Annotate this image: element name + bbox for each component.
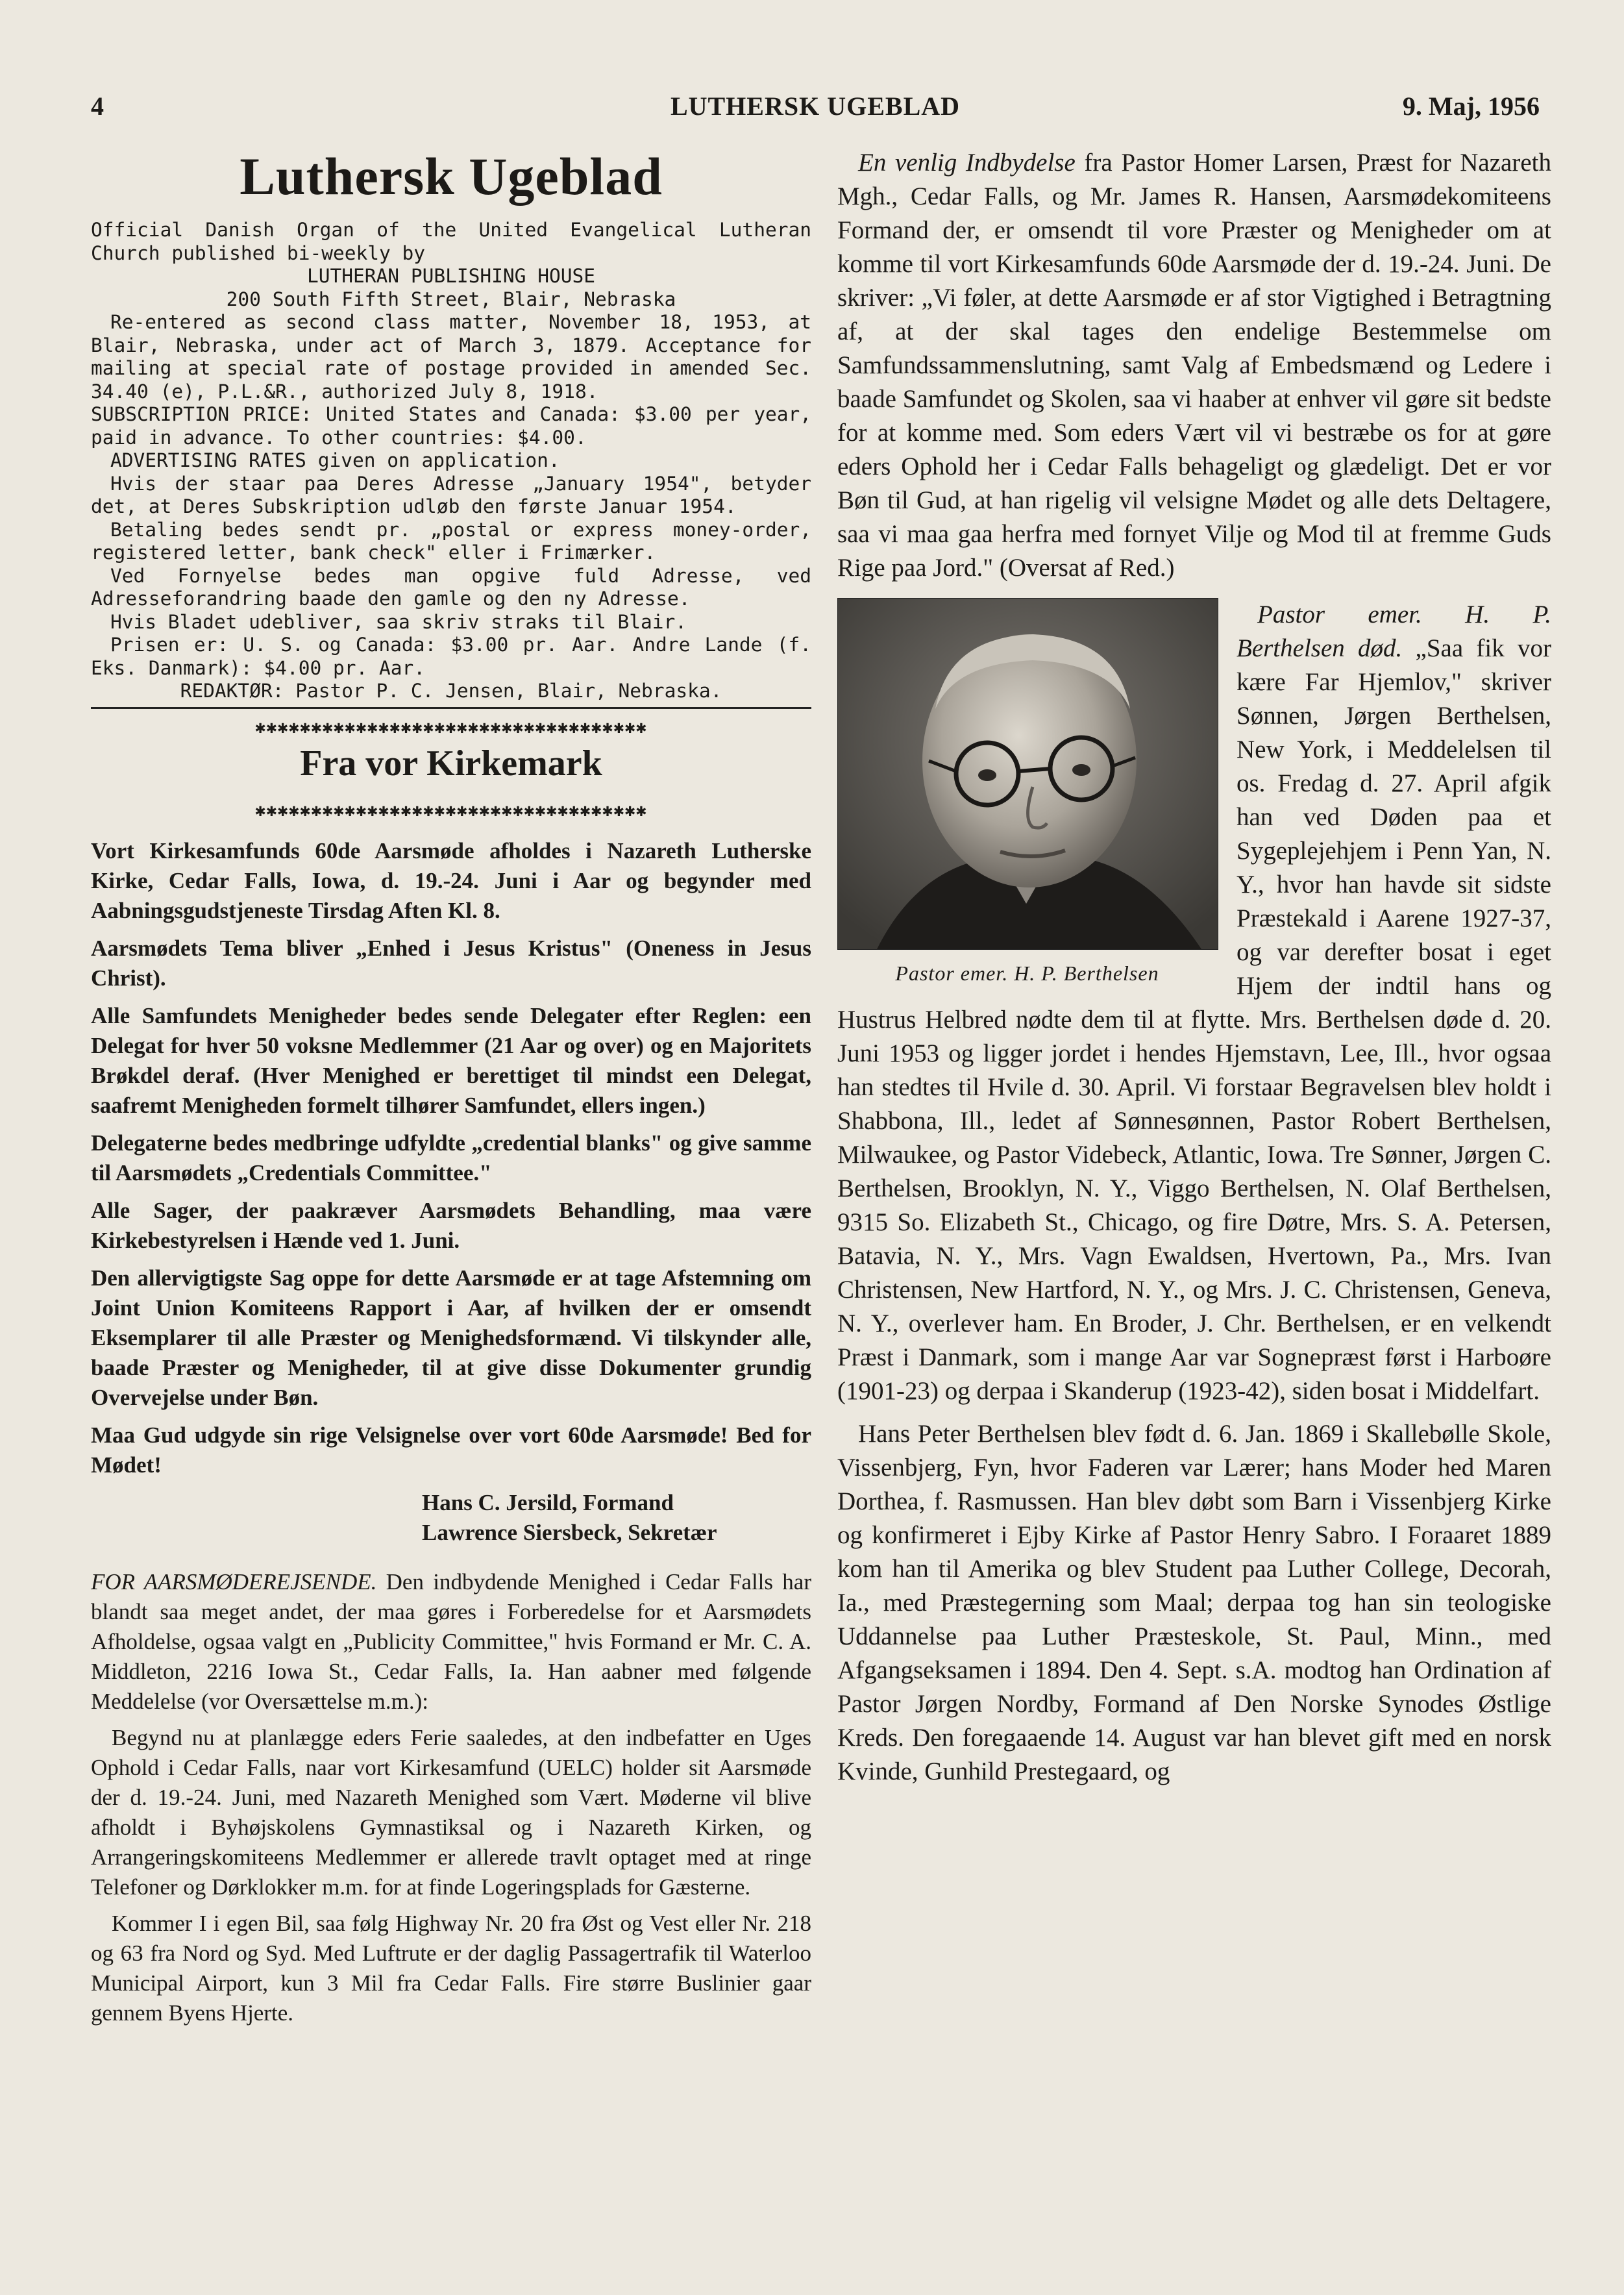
portrait-caption: Pastor emer. H. P. Berthelsen — [895, 961, 1159, 985]
running-header — [91, 91, 1540, 130]
page-number: 4 — [91, 92, 104, 121]
masthead-rule — [91, 707, 811, 709]
masthead-line: Hvis der staar paa Deres Adresse „January 1954", betyder det, at Deres Subskription udløb den første Januar 1954. — [91, 472, 811, 517]
editor-line: REDAKTØR: Pastor P. C. Jensen, Blair, Nebraska. — [180, 680, 722, 702]
travel-article — [91, 1567, 811, 2028]
signer: Lawrence Siersbeck, Sekretær — [422, 1519, 717, 1545]
masthead-line: SUBSCRIPTION PRICE: United States and Canada: $3.00 per year, paid in advance. To other countries: $4.00. — [91, 403, 811, 449]
right-column — [837, 146, 1551, 1798]
travel-lead: FOR AARSMØDEREJSENDE. — [91, 1569, 377, 1594]
left-column — [91, 146, 811, 2035]
portrait-illustration — [838, 599, 1218, 949]
masthead-line: 200 South Fifth Street, Blair, Nebraska — [226, 288, 676, 310]
obituary-lead: Pastor emer. H. P. Berthelsen død. — [1236, 601, 1551, 662]
notice-paragraph: Vort Kirkesamfunds 60de Aarsmøde afholdes i Nazareth Lutherske Kirke, Cedar Falls, Iowa, d. 19.-24. Juni i Aar og begynder med Aabningsgudstjeneste Tirsdag Aften Kl. 8. — [91, 837, 811, 923]
travel-paragraph: FOR AARSMØDEREJSENDE. Den indbydende Menighed i Cedar Falls har blandt saa meget andet, der maa gøres i Forberedelse for et Aarsmødets Afholdelse, ogsaa valgt en „Publicity Committee," hvis Formand er Mr. C. A. Middleton, 2216 Iowa St., Cedar Falls, Ia. Han aabner med følgende Meddelelse (vor Oversættelse m.m.): — [91, 1569, 811, 1714]
publication-name: LUTHERSK UGEBLAD — [670, 92, 961, 121]
notice-paragraph: Delegaterne bedes medbringe udfyldte „credential blanks" og give samme til Aarsmødets „Credentials Committee." — [91, 1130, 811, 1185]
masthead-line: Re-entered as second class matter, November 18, 1953, at Blair, Nebraska, under act of March 3, 1879. Acceptance for mailing at special rate of postage provided in amended Sec. 34.40 (e), P.L.&R., authorized July 8, 1918. — [91, 311, 811, 403]
masthead-line: ADVERTISING RATES given on application. — [110, 449, 560, 471]
travel-paragraph: Begynd nu at planlægge eders Ferie saaledes, at den indbefatter en Uges Ophold i Cedar Falls, naar vort Kirkesamfund (UELC) holder sit Aarsmøde der d. 19.-24. Juni, med Nazareth Menighed som Vært. Møderne vil blive afholdt i Byhøjskolens Gymnastiksal og i Nazareth Kirken, og Arrangeringskomiteens Medlemmer er allerede travlt optaget med at ringe Telefoner og Dørklokker m.m. for at finde Logeringsplads for Gæsterne. — [91, 1724, 811, 1900]
signer: Hans C. Jersild, Formand — [422, 1489, 674, 1515]
invitation-lead: En venlig Indbydelse — [858, 149, 1076, 177]
masthead-line: Prisen er: U. S. og Canada: $3.00 pr. Aar. Andre Lande (f. Eks. Danmark): $4.00 pr. Aar. — [91, 634, 811, 679]
notice-paragraph: Aarsmødets Tema bliver „Enhed i Jesus Kristus" (Oneness in Jesus Christ). — [91, 935, 811, 991]
invitation-article — [837, 146, 1551, 585]
masthead-title: Luthersk Ugeblad — [240, 147, 663, 206]
section-heading: Fra vor Kirkemark — [300, 743, 602, 784]
portrait-photo — [837, 598, 1218, 950]
masthead — [91, 146, 811, 709]
portrait-block — [837, 598, 1217, 986]
travel-paragraph: Kommer I i egen Bil, saa følg Highway Nr. 20 fra Øst og Vest eller Nr. 218 og 63 fra Nord og Syd. Med Luftrute er der daglig Passagertrafik til Waterloo Municipal Airport, kun 3 Mil fra Cedar Falls. Fire større Buslinier gaar gennem Byens Hjerte. — [91, 1910, 811, 2026]
obituary-paragraph: Pastor emer. H. P. Berthelsen død. „Saa fik vor kære Far Hjemlov," skriver Sønnen, Jørgen Berthelsen, New York, i Meddelelsen til os. Fredag d. 27. April afgik han ved Døden paa et Sygeplejehjem i Penn Yan, N. Y., hvor han havde sit sidste Præstekald i Aarene 1927-37, og var derefter bosat i eget Hjem der indtil hans og Hustrus Helbred nødte dem til at flytte. Mrs. Berthelsen døde d. 20. Juni 1953 og ligger jordet i hendes Hjemstavn, Lee, Ill., hvor ogsaa han stedtes til Hvile d. 30. April. Vi forstaar Begravelsen blev holdt i Shabbona, Ill., ledet af Sønnesønnen, Pastor Robert Berthelsen, Milwaukee, og Pastor Videbeck, Atlantic, Iowa. Tre Sønner, Jørgen C. Berthelsen, Brooklyn, N. Y., Viggo Berthelsen, N. Olaf Berthelsen, 9315 So. Elizabeth St., Chicago, og fire Døtre, Mrs. S. A. Petersen, Batavia, N. Y., Mrs. Vagn Ewaldsen, Hvertown, Pa., Mrs. Ivan Christensen, New Hartford, N. Y., og Mrs. J. C. Christensen, Geneva, N. Y., overlever ham. En Broder, J. Chr. Berthelsen, er en velkendt Præst i Danmark, som i mange Aar var Sognepræst først i Harboøre (1901-23) og derpaa i Skanderup (1923-42), siden bosat i Middelfart. — [837, 601, 1552, 1405]
star-divider: ✱✱✱✱✱✱✱✱✱✱✱✱✱✱✱✱✱✱✱✱✱✱✱✱✱✱✱✱✱✱✱✱✱✱✱ — [255, 800, 647, 821]
masthead-line: LUTHERAN PUBLISHING HOUSE — [306, 265, 595, 287]
obituary-paragraph: Hans Peter Berthelsen blev født d. 6. Jan. 1869 i Skallebølle Skole, Vissenbjerg, Fyn, hvor Faderen var Lærer; hans Moder hed Maren Dorthea, f. Rasmussen. Han blev døbt som Barn i Vissenbjerg Kirke og konfirmeret i Ejby Kirke af Pastor Henry Sabro. I Foraaret 1889 kom han til Amerika og blev Student paa Luther College, Decorah, Ia., med Præstegerning som Maal; derpaa tog han sin teologiske Uddannelse paa Luther Præsteskole, St. Paul, Minn., med Afgangseksamen i 1894. Den 4. Sept. s.A. modtog han Ordination af Pastor Jørgen Nordby, Formand af Den Norske Synodes Østlige Kreds. Den foregaaende 14. August var han blevet gift med en norsk Kvinde, Gunhild Prestegaard, og — [837, 1420, 1551, 1785]
masthead-line: Hvis Bladet udebliver, saa skriv straks til Blair. — [110, 610, 687, 633]
masthead-line: Ved Fornyelse bedes man opgive fuld Adresse, ved Adresseforandring baade den gamle og den ny Adresse. — [91, 564, 811, 610]
notice-paragraph: Alle Sager, der paakræver Aarsmødets Behandling, maa være Kirkebestyrelsen i Hænde ved 1. Juni. — [91, 1197, 811, 1253]
invitation-paragraph: En venlig Indbydelse fra Pastor Homer Larsen, Præst for Nazareth Mgh., Cedar Falls, og Mr. James R. Hansen, Aarsmødekomiteens Formand der, er omsendt til vore Præster og Menigheder om at komme til vort Kirkesamfunds 60de Aarsmøde der d. 19.-24. Juni. De skriver: „Vi føler, at dette Aarsmøde er af stor Vigtighed i Betragtning af, at der skal tages den endelige Bestemmelse om Samfundssammenslutning, samt Valg af Embedsmænd og Ledere i baade Samfundet og Skolen, saa vi haaber at enhver vil gøre sit bedste for at komme med. Som eders Vært vil vi bestræbe os for at gøre eders Ophold her i Cedar Falls behageligt og glædeligt. Det er vor Bøn til Gud, at han rigelig vil velsigne Mødet og alle dets Deltagere, saa vi maa gaa herfra med fornyet Vilje og Mod til at fremme Guds Rige paa Jord." (Oversat af Red.) — [837, 149, 1551, 582]
star-divider: ✱✱✱✱✱✱✱✱✱✱✱✱✱✱✱✱✱✱✱✱✱✱✱✱✱✱✱✱✱✱✱✱✱✱✱ — [255, 717, 647, 738]
notice-paragraph: Den allervigtigste Sag oppe for dette Aarsmøde er at tage Afstemning om Joint Union Komiteens Rapport i Aar, af hvilken der er omsendt Eksemplarer til alle Præster og Menighedsformænd. Vi tilskynder alle, baade Præster og Menigheder, til at give disse Dokumenter grundig Overvejelse under Bøn. — [91, 1265, 811, 1410]
notice-paragraph: Maa Gud udgyde sin rige Velsignelse over vort 60de Aarsmøde! Bed for Mødet! — [91, 1422, 811, 1478]
masthead-line: Betaling bedes sendt pr. „postal or express money-order, registered letter, bank check" eller i Frimærker. — [91, 518, 811, 564]
notice-paragraph: Alle Samfundets Menigheder bedes sende Delegater efter Reglen: een Delegat for hver 50 voksne Medlemmer (21 Aar og over) og en Majoritets Brøkdel deraf. (Hver Menighed er berettiget til mindst een Delegat, saafremt Menigheden formelt tilhører Samfundet, ellers ingen.) — [91, 1002, 811, 1118]
convention-notice — [91, 836, 811, 1548]
masthead-line: Official Danish Organ of the United Evangelical Lutheran Church published bi-weekly by — [91, 219, 811, 264]
obituary-article — [837, 598, 1551, 1789]
issue-date: 9. Maj, 1956 — [1402, 92, 1540, 121]
